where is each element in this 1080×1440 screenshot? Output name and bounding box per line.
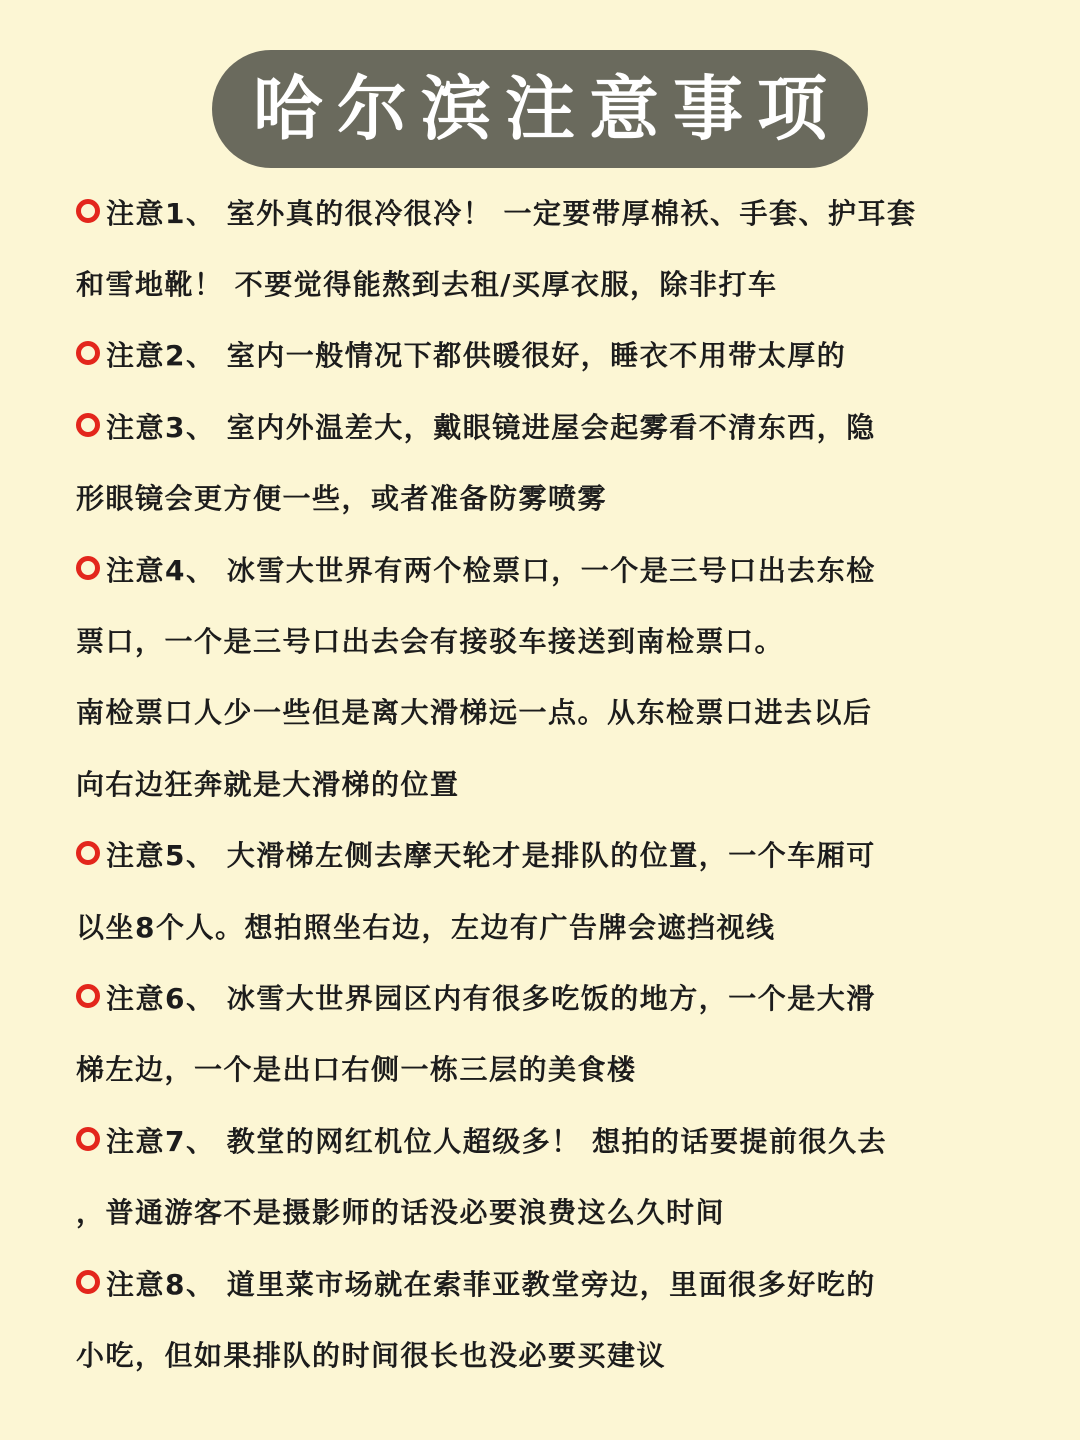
note-item-start [76, 533, 1016, 604]
note-text: 注意3、 室内外温差大，戴眼镜进屋会起雾看不清东西，隐 [106, 410, 876, 444]
red-circle-icon [76, 1127, 100, 1151]
note-text: 向右边狂奔就是大滑梯的位置 [76, 767, 460, 801]
red-circle-icon [76, 413, 100, 437]
note-item-start [76, 819, 1016, 890]
note-item-continuation [76, 747, 1016, 818]
red-circle-icon [76, 1270, 100, 1294]
page-title: 哈尔滨注意事项 [253, 68, 841, 150]
red-circle-icon [76, 199, 100, 223]
note-item-continuation [76, 1175, 1016, 1246]
notes-list [76, 176, 1016, 1390]
note-text: 注意7、 教堂的网红机位人超级多！ 想拍的话要提前很久去 [106, 1124, 887, 1158]
note-text: 和雪地靴！ 不要觉得能熬到去租/买厚衣服，除非打车 [76, 268, 778, 302]
note-text: 注意1、 室外真的很冷很冷！ 一定要带厚棉袄、手套、护耳套 [106, 196, 917, 230]
note-item-continuation [76, 676, 1016, 747]
note-text: 梯左边，一个是出口右侧一栋三层的美食楼 [76, 1053, 637, 1087]
note-text: 注意2、 室内一般情况下都供暖很好，睡衣不用带太厚的 [106, 339, 847, 373]
red-circle-icon [76, 984, 100, 1008]
note-text: 小吃，但如果排队的时间很长也没必要买建议 [76, 1338, 667, 1372]
note-item-start [76, 1104, 1016, 1175]
note-item-continuation [76, 462, 1016, 533]
note-item-start [76, 319, 1016, 390]
note-item-start [76, 176, 1016, 247]
note-item-continuation [76, 890, 1016, 961]
note-item-continuation [76, 1318, 1016, 1389]
note-item-start [76, 1247, 1016, 1318]
title-banner [212, 50, 868, 168]
note-text: 注意8、 道里菜市场就在索菲亚教堂旁边，里面很多好吃的 [106, 1267, 876, 1301]
note-text: 以坐8个人。想拍照坐右边，左边有广告牌会遮挡视线 [76, 910, 776, 944]
note-text: 南检票口人少一些但是离大滑梯远一点。从东检票口进去以后 [76, 696, 873, 730]
note-text: 票口，一个是三号口出去会有接驳车接送到南检票口。 [76, 625, 785, 659]
note-item-start [76, 390, 1016, 461]
note-text: 形眼镜会更方便一些，或者准备防雾喷雾 [76, 482, 608, 516]
note-text: ，普通游客不是摄影师的话没必要浪费这么久时间 [76, 1196, 726, 1230]
note-item-continuation [76, 1033, 1016, 1104]
red-circle-icon [76, 556, 100, 580]
note-text: 注意4、 冰雪大世界有两个检票口，一个是三号口出去东检 [106, 553, 876, 587]
note-item-continuation [76, 604, 1016, 675]
note-item-continuation [76, 247, 1016, 318]
note-text: 注意5、 大滑梯左侧去摩天轮才是排队的位置，一个车厢可 [106, 839, 876, 873]
note-text: 注意6、 冰雪大世界园区内有很多吃饭的地方，一个是大滑 [106, 981, 876, 1015]
red-circle-icon [76, 341, 100, 365]
red-circle-icon [76, 841, 100, 865]
note-item-start [76, 961, 1016, 1032]
